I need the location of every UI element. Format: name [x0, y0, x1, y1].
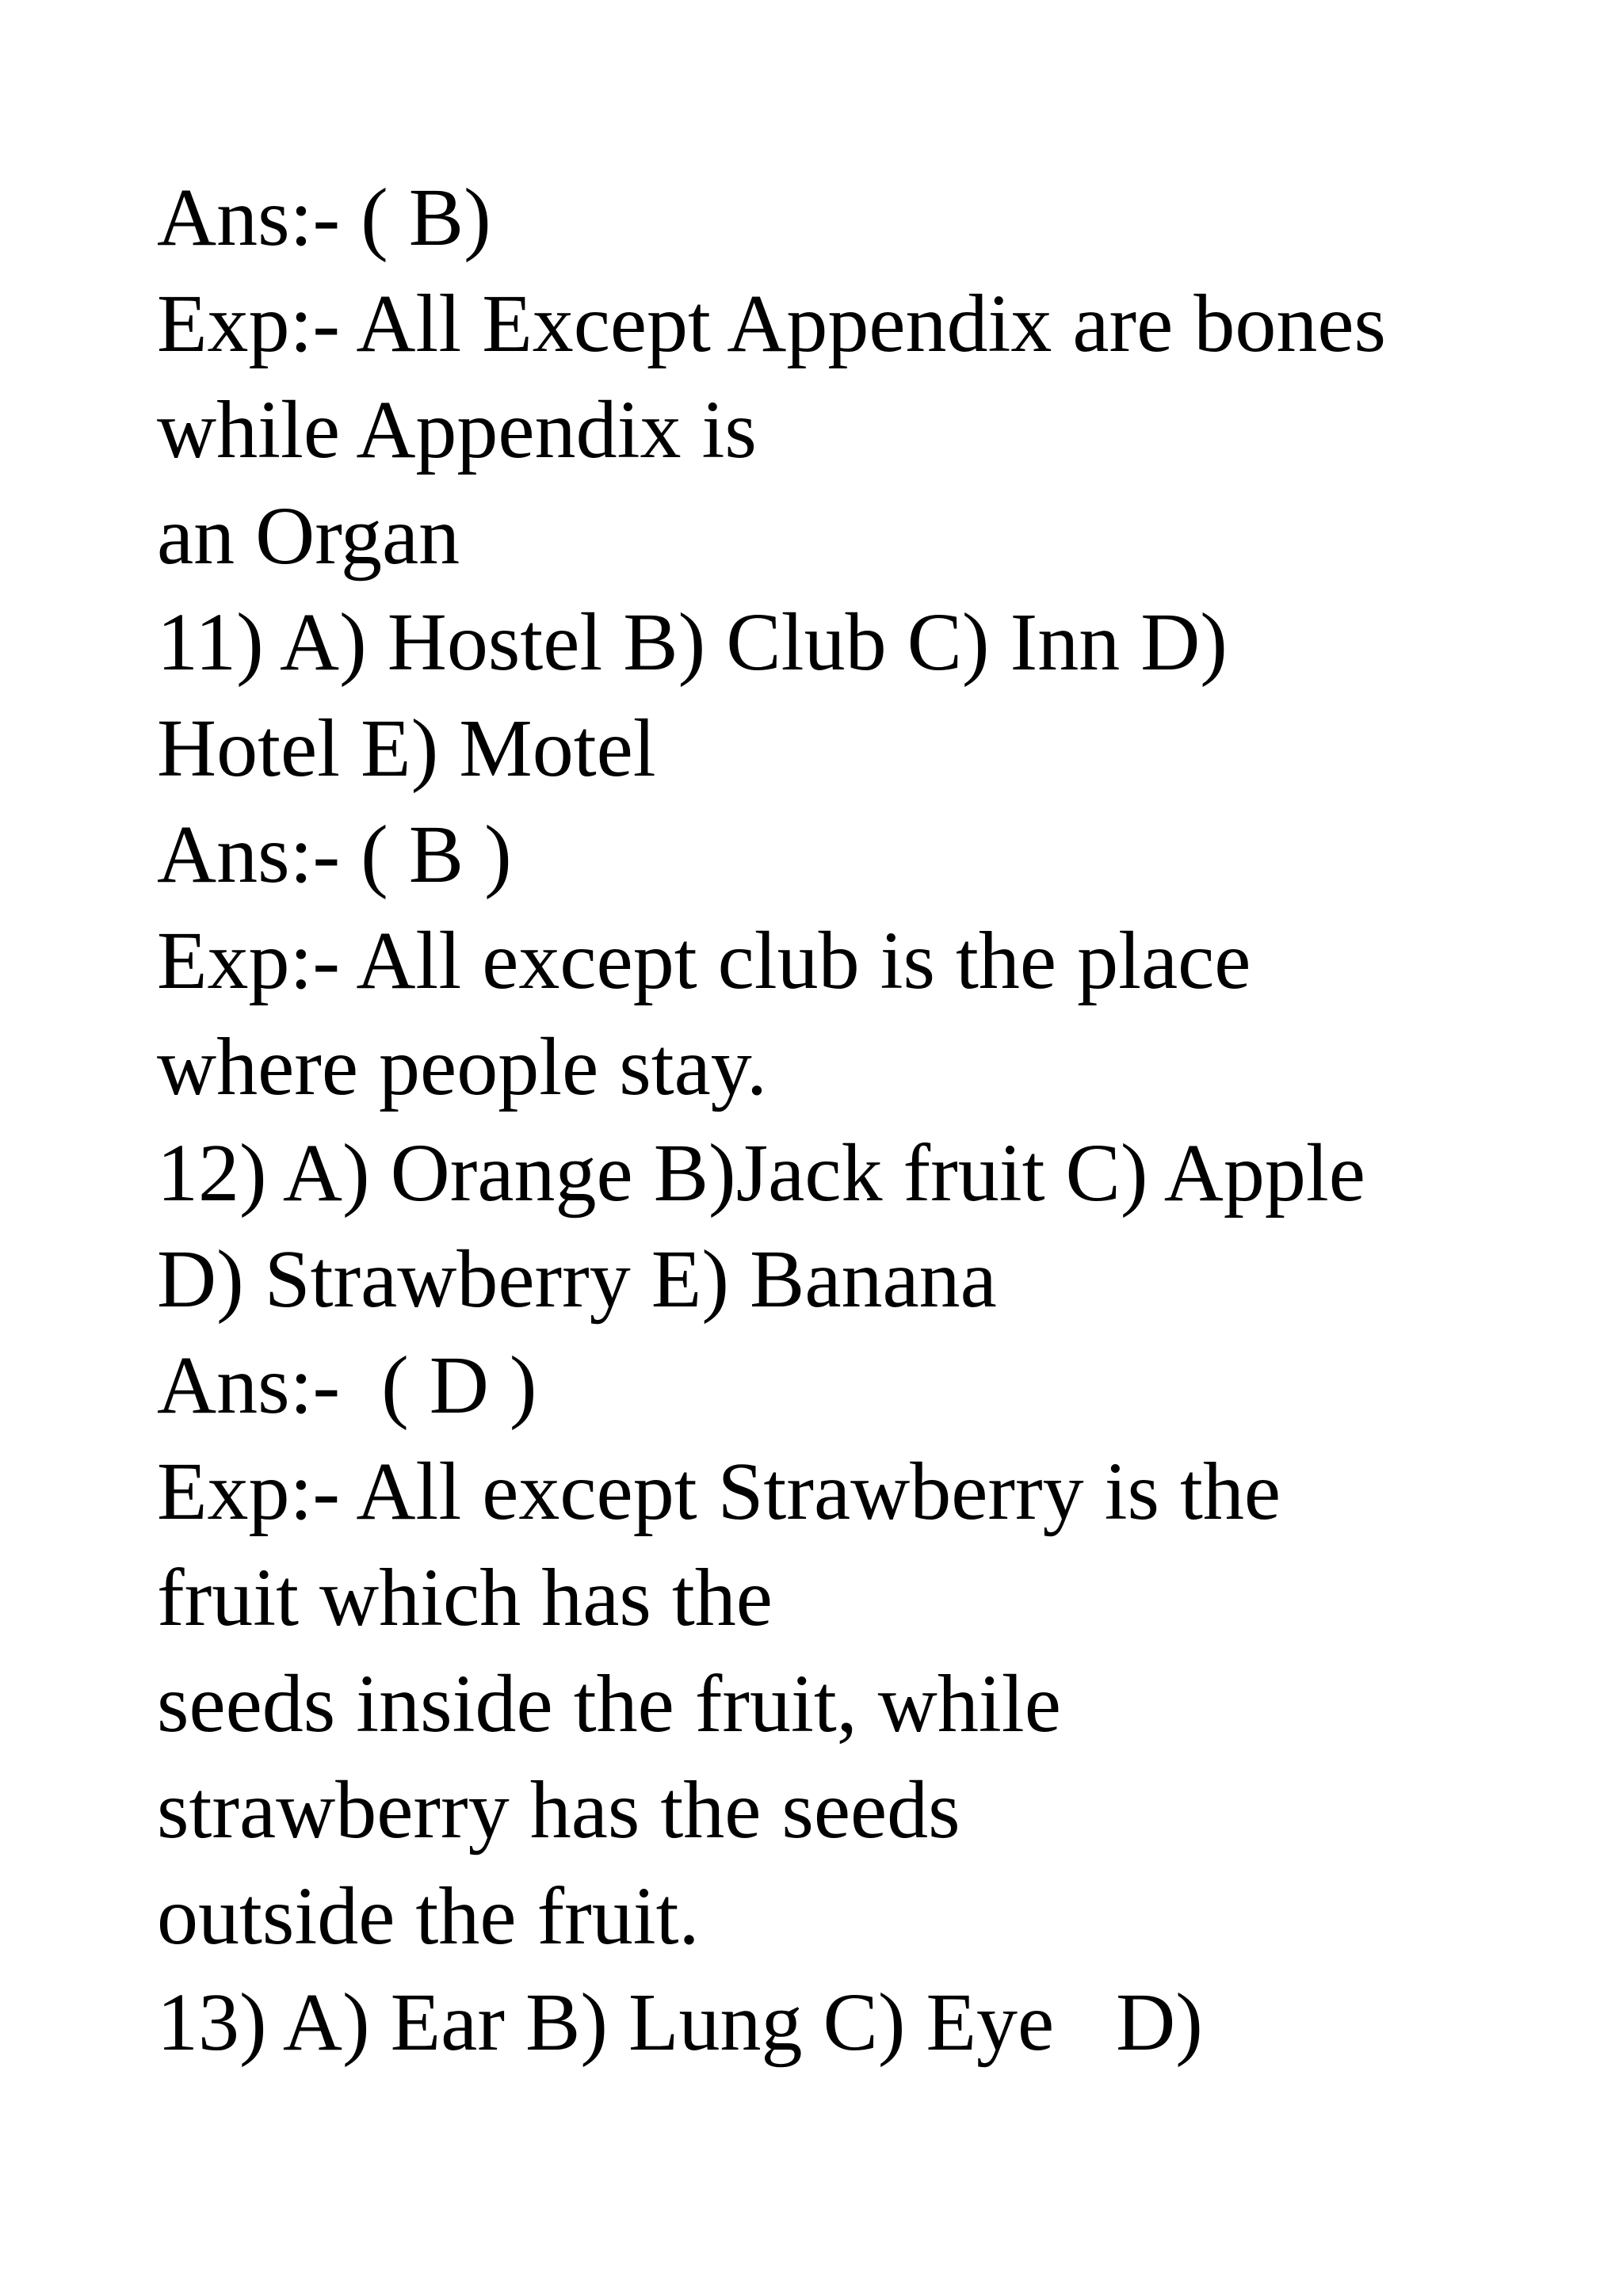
question-line: Hotel E) Motel: [157, 703, 656, 794]
explanation-line: seeds inside the fruit, while: [157, 1658, 1061, 1749]
explanation-line: while Appendix is: [157, 384, 757, 475]
explanation-line: fruit which has the: [157, 1552, 773, 1643]
explanation-line: Exp:- All Except Appendix are bones: [157, 278, 1386, 369]
explanation-line: an Organ: [157, 490, 460, 582]
explanation-line: strawberry has the seeds: [157, 1764, 960, 1855]
answer-line: Ans:- ( B): [157, 172, 491, 263]
question-line: D) Strawberry E) Banana: [157, 1234, 997, 1325]
explanation-line: outside the fruit.: [157, 1871, 700, 1962]
question-line: 13) A) Ear B) Lung C) Eye D): [157, 1977, 1203, 2068]
explanation-line: where people stay.: [157, 1021, 768, 1112]
question-line: 11) A) Hostel B) Club C) Inn D): [157, 597, 1228, 688]
document-body: [157, 165, 1583, 2076]
explanation-line: Exp:- All except Strawberry is the: [157, 1446, 1281, 1537]
explanation-line: Exp:- All except club is the place: [157, 915, 1251, 1006]
answer-line: Ans:- ( D ): [157, 1340, 537, 1431]
question-line: 12) A) Orange B)Jack fruit C) Apple: [157, 1127, 1365, 1219]
answer-line: Ans:- ( B ): [157, 809, 512, 900]
